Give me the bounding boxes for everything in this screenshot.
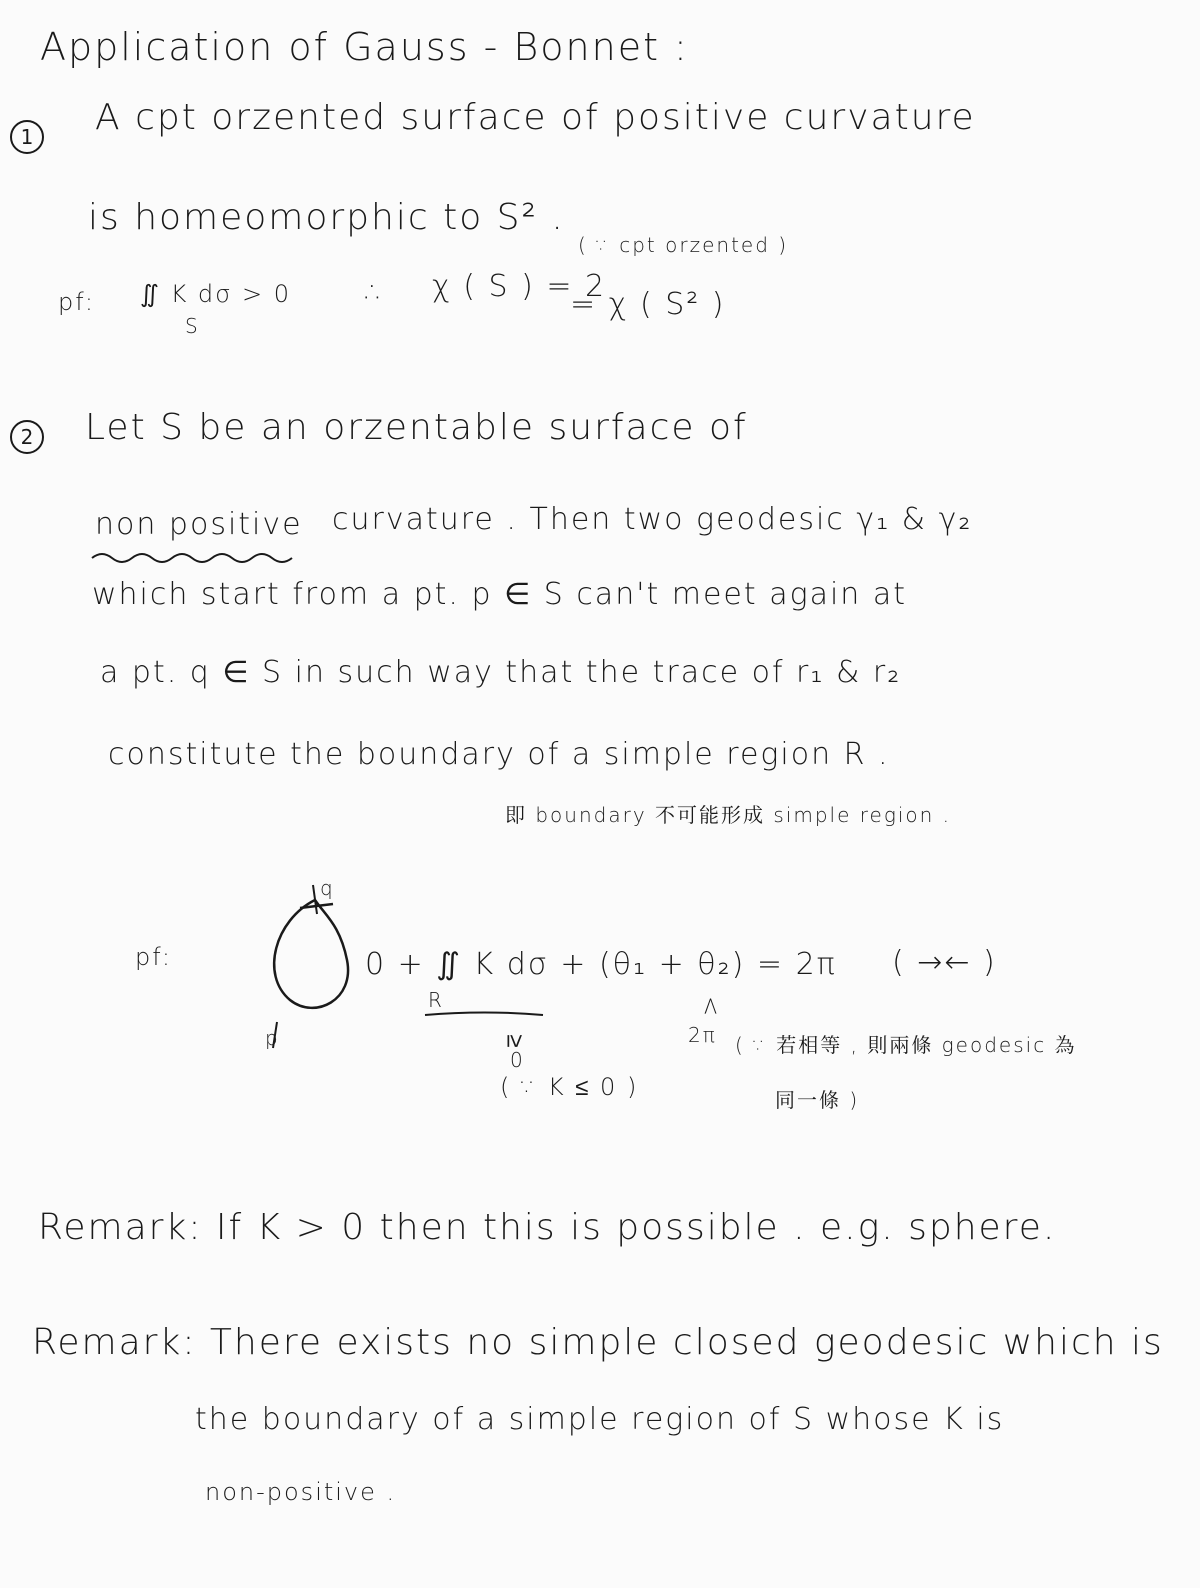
remark-2-line-3: non-positive . [205,1478,397,1506]
region-subscript: R [428,988,444,1012]
item-2-line-1: Let S be an orzentable surface of [85,407,748,448]
integral-zero: 0 [510,1048,525,1072]
nonpositive-underline [90,550,290,570]
page-title: Application of Gauss - Bonnet : [40,25,689,69]
item-1-euler-characteristic: χ ( S ) = 2 [432,269,607,304]
item-2-line-4: a pt. q ∈ S in such way that the trace of r₁ & r₂ [100,655,902,690]
geodesic-loop-diagram [255,876,365,1050]
diagram-point-q: q [320,876,335,900]
item-1-therefore: ∴ [365,275,387,310]
angle-lt-sign: < [697,995,726,1019]
curvature-reason: ( ∵ K ≤ 0 ) [500,1073,639,1101]
item-1-integral-subscript: S [185,314,200,338]
diagram-point-p: p [265,1026,280,1050]
item-1-reason: ( ∵ cpt orzented ) [578,233,789,257]
item-1-number: 1 [10,120,44,154]
contradiction-mark: ( →← ) [892,945,997,980]
item-2-line-5: constitute the boundary of a simple region R . [108,737,890,772]
item-2-number: 2 [10,420,44,454]
item-2-line-3: which start from a pt. p ∈ S can't meet again at [92,577,907,612]
item-1-sphere-equality: = χ ( S² ) [570,287,726,322]
integral-underline [425,1010,545,1020]
gauss-bonnet-equation: 0 + ∬ K dσ + (θ₁ + θ₂) = 2π [365,947,837,982]
remark-1: Remark: If K > 0 then this is possible . e.g. sphere. [38,1207,1057,1248]
item-1-proof-label: pf: [58,288,95,316]
item-2-proof-label: pf: [135,943,172,971]
angle-reason-line-2: 同一條 ) [775,1088,860,1112]
angle-reason-line-1: ( ∵ 若相等 , 則兩條 geodesic 為 [735,1033,1077,1057]
integral-geq-sign: ≥ [501,1034,530,1050]
angle-two-pi: 2π [688,1023,717,1047]
item-1-integral: ∬ K dσ > 0 [140,280,292,308]
item-2-note: 即 boundary 不可能形成 simple region . [505,803,952,827]
item-2-nonpositive: non positive [95,507,303,542]
item-2-line-2: curvature . Then two geodesic γ₁ & γ₂ [332,502,973,537]
remark-2-line-1: Remark: There exists no simple closed geodesic which is [32,1322,1164,1363]
item-1-line-2: is homeomorphic to S² . [88,197,565,238]
remark-2-line-2: the boundary of a simple region of S whose K is [195,1402,1005,1437]
item-1-line-1: A cpt orzented surface of positive curvature [95,97,976,138]
